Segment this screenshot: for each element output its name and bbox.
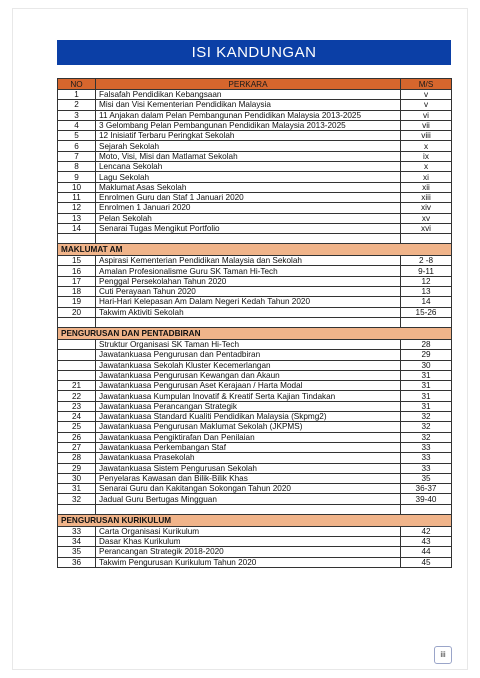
row-title: Maklumat Asas Sekolah bbox=[96, 182, 401, 192]
row-title: Falsafah Pendidikan Kebangsaan bbox=[96, 90, 401, 100]
row-title: Lencana Sekolah bbox=[96, 162, 401, 172]
row-number: 33 bbox=[58, 526, 96, 536]
page-title: ISI KANDUNGAN bbox=[57, 40, 451, 65]
row-number: 11 bbox=[58, 192, 96, 202]
row-number: 5 bbox=[58, 131, 96, 141]
spacer-cell bbox=[96, 504, 401, 514]
row-page: 29 bbox=[401, 350, 452, 360]
row-number: 23 bbox=[58, 401, 96, 411]
row-title: 3 Gelombang Pelan Pembangunan Pendidikan Malaysia 2013-2025 bbox=[96, 120, 401, 130]
spacer-cell bbox=[401, 317, 452, 327]
row-title: Jawatankuasa Pengurusan Kewangan dan Akaun bbox=[96, 370, 401, 380]
row-page: 28 bbox=[401, 339, 452, 349]
toc-row bbox=[58, 547, 452, 557]
row-title: Jawatankuasa Perancangan Strategik bbox=[96, 401, 401, 411]
toc-row bbox=[58, 172, 452, 182]
row-page: 33 bbox=[401, 453, 452, 463]
row-title: Sejarah Sekolah bbox=[96, 141, 401, 151]
row-title: Jawatankuasa Pengurusan dan Pentadbiran bbox=[96, 350, 401, 360]
row-page: 12 bbox=[401, 276, 452, 286]
row-page: 15-26 bbox=[401, 307, 452, 317]
row-page: 14 bbox=[401, 297, 452, 307]
row-page: x bbox=[401, 141, 452, 151]
row-page: 43 bbox=[401, 536, 452, 546]
row-number: 6 bbox=[58, 141, 96, 151]
row-number: 9 bbox=[58, 172, 96, 182]
row-number: 21 bbox=[58, 381, 96, 391]
toc-row bbox=[58, 422, 452, 432]
row-number bbox=[58, 360, 96, 370]
row-title: Jawatankuasa Kumpulan Inovatif & Kreatif Serta Kajian Tindakan bbox=[96, 391, 401, 401]
row-page: 30 bbox=[401, 360, 452, 370]
row-title: Jawatankuasa Pengurusan Maklumat Sekolah (JKPMS) bbox=[96, 422, 401, 432]
row-number: 31 bbox=[58, 484, 96, 494]
toc-row bbox=[58, 223, 452, 233]
row-number: 12 bbox=[58, 203, 96, 213]
toc-row bbox=[58, 484, 452, 494]
toc-row bbox=[58, 381, 452, 391]
spacer-cell bbox=[58, 317, 96, 327]
spacer-row bbox=[58, 317, 452, 327]
row-number: 20 bbox=[58, 307, 96, 317]
row-title: Takwim Pengurusan Kurikulum Tahun 2020 bbox=[96, 557, 401, 567]
toc-row bbox=[58, 213, 452, 223]
row-title: Moto, Visi, Misi dan Matlamat Sekolah bbox=[96, 151, 401, 161]
toc-row bbox=[58, 494, 452, 504]
section-title: MAKLUMAT AM bbox=[58, 244, 452, 256]
row-number: 27 bbox=[58, 442, 96, 452]
toc-row bbox=[58, 412, 452, 422]
toc-row bbox=[58, 557, 452, 567]
row-page: 32 bbox=[401, 422, 452, 432]
row-page: xiii bbox=[401, 192, 452, 202]
toc-row bbox=[58, 256, 452, 266]
section-header-row bbox=[58, 327, 452, 339]
row-title: Aspirasi Kementerian Pendidikan Malaysia dan Sekolah bbox=[96, 256, 401, 266]
toc-row bbox=[58, 473, 452, 483]
toc-row bbox=[58, 307, 452, 317]
row-title: Carta Organisasi Kurikulum bbox=[96, 526, 401, 536]
row-number: 7 bbox=[58, 151, 96, 161]
toc-row bbox=[58, 370, 452, 380]
row-number: 26 bbox=[58, 432, 96, 442]
section-title: PENGURUSAN DAN PENTADBIRAN bbox=[58, 327, 452, 339]
toc-row bbox=[58, 287, 452, 297]
row-number: 8 bbox=[58, 162, 96, 172]
row-title: Penggal Persekolahan Tahun 2020 bbox=[96, 276, 401, 286]
row-number: 4 bbox=[58, 120, 96, 130]
section-title: PENGURUSAN KURIKULUM bbox=[58, 514, 452, 526]
toc-row bbox=[58, 350, 452, 360]
row-title: Enrolmen 1 Januari 2020 bbox=[96, 203, 401, 213]
row-page: ix bbox=[401, 151, 452, 161]
row-number: 30 bbox=[58, 473, 96, 483]
row-number: 15 bbox=[58, 256, 96, 266]
page-number: iii bbox=[434, 646, 452, 664]
row-number: 3 bbox=[58, 110, 96, 120]
toc-row bbox=[58, 162, 452, 172]
row-number: 16 bbox=[58, 266, 96, 276]
spacer-cell bbox=[96, 317, 401, 327]
row-number: 22 bbox=[58, 391, 96, 401]
row-page: 45 bbox=[401, 557, 452, 567]
row-number: 29 bbox=[58, 463, 96, 473]
row-number bbox=[58, 350, 96, 360]
toc-row bbox=[58, 453, 452, 463]
toc-row bbox=[58, 192, 452, 202]
row-number: 25 bbox=[58, 422, 96, 432]
row-page: v bbox=[401, 100, 452, 110]
row-number: 10 bbox=[58, 182, 96, 192]
toc-row bbox=[58, 442, 452, 452]
row-number: 24 bbox=[58, 412, 96, 422]
row-page: v bbox=[401, 90, 452, 100]
toc-row bbox=[58, 391, 452, 401]
row-number: 28 bbox=[58, 453, 96, 463]
row-number: 2 bbox=[58, 100, 96, 110]
toc-row bbox=[58, 131, 452, 141]
row-title: Dasar Khas Kurikulum bbox=[96, 536, 401, 546]
spacer-row bbox=[58, 504, 452, 514]
toc-row bbox=[58, 536, 452, 546]
row-page: 36-37 bbox=[401, 484, 452, 494]
row-title: Enrolmen Guru dan Staf 1 Januari 2020 bbox=[96, 192, 401, 202]
toc-row bbox=[58, 266, 452, 276]
toc-row bbox=[58, 276, 452, 286]
row-page: 32 bbox=[401, 412, 452, 422]
spacer-cell bbox=[96, 234, 401, 244]
row-title: Jadual Guru Bertugas Mingguan bbox=[96, 494, 401, 504]
toc-row bbox=[58, 120, 452, 130]
spacer-cell bbox=[401, 504, 452, 514]
row-page: 31 bbox=[401, 370, 452, 380]
row-title: Amalan Profesionalisme Guru SK Taman Hi-Tech bbox=[96, 266, 401, 276]
row-page: 39-40 bbox=[401, 494, 452, 504]
toc-row bbox=[58, 463, 452, 473]
header-ms: M/S bbox=[401, 79, 452, 90]
toc-body bbox=[58, 90, 452, 568]
row-page: vii bbox=[401, 120, 452, 130]
row-page: 35 bbox=[401, 473, 452, 483]
toc-header-row bbox=[58, 79, 452, 90]
section-header-row bbox=[58, 244, 452, 256]
row-page: xi bbox=[401, 172, 452, 182]
row-title: Jawatankuasa Standard Kualiti Pendidikan Malaysia (Skpmg2) bbox=[96, 412, 401, 422]
row-title: Jawatankuasa Pengiktirafan Dan Penilaian bbox=[96, 432, 401, 442]
row-number: 19 bbox=[58, 297, 96, 307]
spacer-row bbox=[58, 234, 452, 244]
row-page: 13 bbox=[401, 287, 452, 297]
row-title: Senarai Guru dan Kakitangan Sokongan Tahun 2020 bbox=[96, 484, 401, 494]
row-number: 35 bbox=[58, 547, 96, 557]
row-page: viii bbox=[401, 131, 452, 141]
row-number: 32 bbox=[58, 494, 96, 504]
row-number: 14 bbox=[58, 223, 96, 233]
toc-row bbox=[58, 182, 452, 192]
row-title: Hari-Hari Kelepasan Am Dalam Negeri Kedah Tahun 2020 bbox=[96, 297, 401, 307]
spacer-cell bbox=[401, 234, 452, 244]
row-page: 33 bbox=[401, 442, 452, 452]
row-page: xiv bbox=[401, 203, 452, 213]
row-title: 11 Anjakan dalam Pelan Pembangunan Pendidikan Malaysia 2013-2025 bbox=[96, 110, 401, 120]
toc-row bbox=[58, 151, 452, 161]
toc-row bbox=[58, 339, 452, 349]
row-number: 13 bbox=[58, 213, 96, 223]
row-number: 34 bbox=[58, 536, 96, 546]
toc-row bbox=[58, 100, 452, 110]
row-number: 1 bbox=[58, 90, 96, 100]
row-title: Penyelaras Kawasan dan Bilik-Bilik Khas bbox=[96, 473, 401, 483]
toc-row bbox=[58, 141, 452, 151]
toc-row bbox=[58, 432, 452, 442]
row-title: 12 Inisiatif Terbaru Peringkat Sekolah bbox=[96, 131, 401, 141]
row-page: 33 bbox=[401, 463, 452, 473]
row-title: Misi dan Visi Kementerian Pendidikan Malaysia bbox=[96, 100, 401, 110]
row-title: Takwim Aktiviti Sekolah bbox=[96, 307, 401, 317]
toc-row bbox=[58, 297, 452, 307]
toc-table bbox=[57, 78, 452, 568]
toc-row bbox=[58, 401, 452, 411]
toc-row bbox=[58, 203, 452, 213]
row-number bbox=[58, 339, 96, 349]
section-header-row bbox=[58, 514, 452, 526]
row-number: 36 bbox=[58, 557, 96, 567]
row-page: xii bbox=[401, 182, 452, 192]
row-title: Pelan Sekolah bbox=[96, 213, 401, 223]
row-page: 31 bbox=[401, 381, 452, 391]
row-page: 42 bbox=[401, 526, 452, 536]
row-number bbox=[58, 370, 96, 380]
spacer-cell bbox=[58, 504, 96, 514]
toc-row bbox=[58, 526, 452, 536]
row-page: 31 bbox=[401, 391, 452, 401]
row-title: Jawatankuasa Pengurusan Aset Kerajaan / Harta Modal bbox=[96, 381, 401, 391]
row-title: Jawatankuasa Perkembangan Staf bbox=[96, 442, 401, 452]
row-title: Struktur Organisasi SK Taman Hi-Tech bbox=[96, 339, 401, 349]
row-title: Perancangan Strategik 2018-2020 bbox=[96, 547, 401, 557]
header-no: NO bbox=[58, 79, 96, 90]
row-number: 17 bbox=[58, 276, 96, 286]
spacer-cell bbox=[58, 234, 96, 244]
toc-row bbox=[58, 360, 452, 370]
toc-row bbox=[58, 90, 452, 100]
row-page: 32 bbox=[401, 432, 452, 442]
row-number: 18 bbox=[58, 287, 96, 297]
header-perkara: PERKARA bbox=[96, 79, 401, 90]
row-title: Lagu Sekolah bbox=[96, 172, 401, 182]
row-page: 9-11 bbox=[401, 266, 452, 276]
row-page: vi bbox=[401, 110, 452, 120]
row-page: 44 bbox=[401, 547, 452, 557]
row-title: Senarai Tugas Mengikut Portfolio bbox=[96, 223, 401, 233]
row-page: 2 -8 bbox=[401, 256, 452, 266]
row-page: 31 bbox=[401, 401, 452, 411]
row-page: xvi bbox=[401, 223, 452, 233]
row-title: Cuti Perayaan Tahun 2020 bbox=[96, 287, 401, 297]
row-page: xv bbox=[401, 213, 452, 223]
toc-row bbox=[58, 110, 452, 120]
row-title: Jawatankuasa Prasekolah bbox=[96, 453, 401, 463]
row-page: x bbox=[401, 162, 452, 172]
row-title: Jawatankuasa Sekolah Kluster Kecemerlangan bbox=[96, 360, 401, 370]
row-title: Jawatankuasa Sistem Pengurusan Sekolah bbox=[96, 463, 401, 473]
